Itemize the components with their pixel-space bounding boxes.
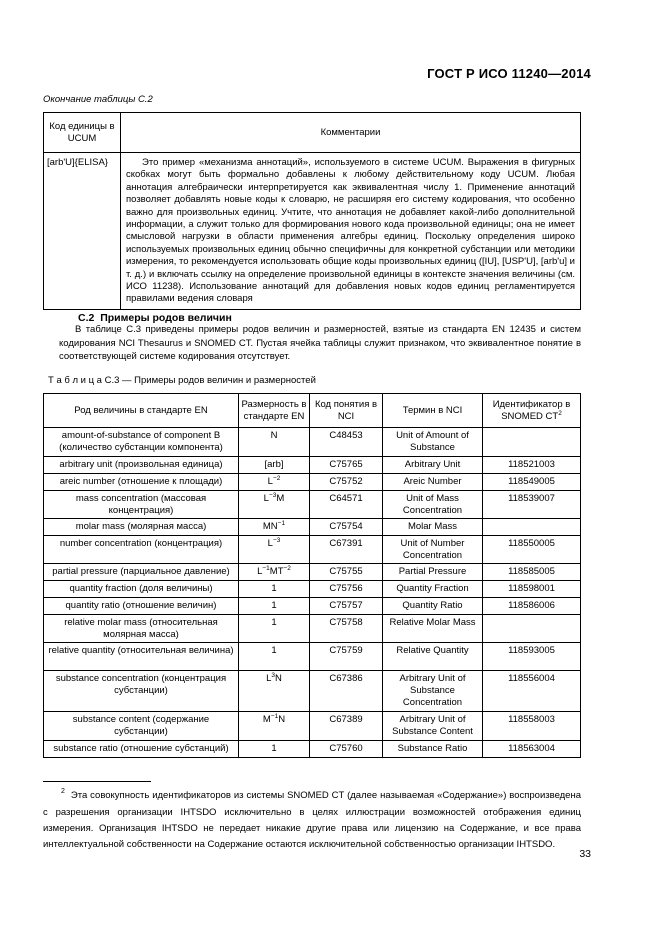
dimension-cell (239, 474, 310, 491)
dimension-base: 1 (271, 583, 277, 594)
section-paragraph-text: В таблице С.3 приведены примеры родов величин и размерностей, взятые из стандарта EN 12435 и систем кодирования NCI Thesaurus и SNOMED CT. Пустая ячейка таблицы служит признаком, что эквивалентное понятие в соответствующей системе кодирования отсутствует. (59, 324, 581, 363)
dimension-base: M (262, 714, 271, 725)
kind-cell: substance content (содержание субстанции) (44, 712, 239, 741)
table-c2 (43, 112, 581, 310)
table-c2-header-code: Код единицы в UCUM (44, 113, 121, 153)
table-row (44, 457, 581, 474)
dimension-base: L (263, 493, 269, 504)
snomed-id-cell: 118598001 (483, 581, 581, 598)
nci-code-cell: C67386 (310, 671, 383, 712)
dimension-exponent: −3 (272, 536, 281, 544)
dimension-base: N (270, 430, 278, 441)
table-c2-header-comments: Комментарии (121, 113, 581, 153)
table-row (44, 153, 581, 310)
page-number: 33 (579, 848, 591, 860)
kind-cell: mass concentration (массовая концентрация) (44, 491, 239, 519)
nci-term-cell: Areic Number (383, 474, 483, 491)
dimension-cell (239, 643, 310, 671)
section-paragraph (59, 323, 581, 364)
dimension-tail: M (276, 493, 285, 504)
nci-code-cell: C75765 (310, 457, 383, 474)
dimension-exponent: −1 (270, 712, 279, 720)
nci-code-cell: C75752 (310, 474, 383, 491)
section-title: Примеры родов величин (100, 312, 232, 324)
document-header: ГОСТ Р ИСО 11240—2014 (427, 66, 591, 81)
nci-term-cell: Arbitrary Unit of Substance Concentration (383, 671, 483, 712)
kind-cell: areic number (отношение к площади) (44, 474, 239, 491)
nci-term-cell: Relative Molar Mass (383, 615, 483, 643)
table-row (44, 491, 581, 519)
nci-code-cell: C75758 (310, 615, 383, 643)
footnote-ref: 2 (558, 409, 562, 417)
snomed-id-cell: 118539007 (483, 491, 581, 519)
dimension-cell (239, 712, 310, 741)
table-row (44, 615, 581, 643)
table-row (44, 428, 581, 457)
kind-cell: quantity fraction (доля величины) (44, 581, 239, 598)
dimension-base: MN (262, 521, 278, 532)
snomed-id-cell: 118549005 (483, 474, 581, 491)
kind-cell: arbitrary unit (произвольная единица) (44, 457, 239, 474)
kind-cell: number concentration (концентрация) (44, 536, 239, 564)
dimension-exponent: −1 (277, 519, 286, 527)
dimension-base: 1 (271, 743, 277, 754)
footnote-mark: 2 (61, 788, 65, 795)
dimension-tail: N (275, 673, 282, 684)
dimension-base: L (267, 476, 273, 487)
snomed-id-cell: 118556004 (483, 671, 581, 712)
table-c3-header-snomed (483, 394, 581, 428)
snomed-id-cell: 118563004 (483, 741, 581, 758)
nci-code-cell: C75757 (310, 598, 383, 615)
table-c3-header-kind: Род величины в стандарте EN (44, 394, 239, 428)
dimension-cell (239, 519, 310, 536)
table-c2-caption: Окончание таблицы С.2 (43, 94, 153, 105)
snomed-id-cell (483, 519, 581, 536)
snomed-id-cell: 118586006 (483, 598, 581, 615)
nci-term-cell: Substance Ratio (383, 741, 483, 758)
snomed-id-cell: 118550005 (483, 536, 581, 564)
nci-term-cell: Quantity Fraction (383, 581, 483, 598)
dimension-exponent: −2 (283, 564, 291, 572)
section-number: С.2 (78, 312, 95, 324)
nci-code-cell: C64571 (310, 491, 383, 519)
table-row (44, 598, 581, 615)
kind-cell: substance concentration (концентрация субстанции) (44, 671, 239, 712)
nci-code-cell: C75756 (310, 581, 383, 598)
dimension-base: 1 (271, 600, 277, 611)
dimension-cell (239, 615, 310, 643)
dimension-exponent: −3 (268, 491, 277, 499)
dimension-base: 1 (271, 617, 277, 628)
dimension-base: L (257, 566, 263, 577)
nci-term-cell: Arbitrary Unit of Substance Content (383, 712, 483, 741)
nci-term-cell: Unit of Amount of Substance (383, 428, 483, 457)
dimension-tail: N (278, 714, 286, 725)
table-c3 (43, 393, 581, 758)
table-row (44, 581, 581, 598)
nci-term-cell: Unit of Number Concentration (383, 536, 483, 564)
table-row (44, 712, 581, 741)
footnote-divider (43, 781, 151, 782)
nci-term-cell: Partial Pressure (383, 564, 483, 581)
dimension-base: L (266, 673, 272, 684)
snomed-id-cell: 118585005 (483, 564, 581, 581)
table-c3-header-snomed-label: Идентификатор в SNOMED CT (492, 398, 571, 422)
nci-code-cell: C75754 (310, 519, 383, 536)
dimension-cell (239, 428, 310, 457)
nci-code-cell: C75760 (310, 741, 383, 758)
table-c3-header-dimension: Размерность в стандарте EN (239, 394, 310, 428)
table-c3-header-nci-code: Код понятия в NCI (310, 394, 383, 428)
dimension-cell (239, 457, 310, 474)
dimension-base: 1 (271, 645, 277, 656)
kind-cell: relative molar mass (относительная молярная масса) (44, 615, 239, 643)
nci-term-cell: Arbitrary Unit (383, 457, 483, 474)
table-row (44, 474, 581, 491)
table-row (44, 564, 581, 581)
table-row (44, 671, 581, 712)
kind-cell: quantity ratio (отношение величин) (44, 598, 239, 615)
nci-code-cell: C48453 (310, 428, 383, 457)
table-c2-comment-cell (121, 153, 581, 310)
nci-term-cell: Relative Quantity (383, 643, 483, 671)
kind-cell: relative quantity (относительная величина) (44, 643, 239, 671)
nci-code-cell: C67391 (310, 536, 383, 564)
dimension-exponent: −2 (272, 474, 281, 482)
dimension-base: L (267, 538, 273, 549)
snomed-id-cell (483, 615, 581, 643)
kind-cell: amount-of-substance of component B (количество субстанции компонента) (44, 428, 239, 457)
kind-cell: partial pressure (парциальное давление) (44, 564, 239, 581)
table-c3-caption (48, 375, 316, 386)
dimension-exponent: 3 (271, 671, 276, 679)
table-row (44, 519, 581, 536)
kind-cell: substance ratio (отношение субстанций) (44, 741, 239, 758)
table-row (44, 536, 581, 564)
footnote (43, 788, 581, 853)
dimension-tail: MT (269, 566, 284, 577)
dimension-cell (239, 536, 310, 564)
table-c2-comment-text: Это пример «механизма аннотаций», используемого в системе UCUM. Выражения в фигурных скобках могут быть формально добавлены к любому действительному коду UCUM. Любая аннотация алгебраически интерпретируется как эквивалентная числу 1. Применение аннотаций позволяет добавлять новые коды к словарю, не расширяя его систему кодирования, что особенно важно для произвольных единиц. Учтите, что аннотация не добавляет какой-либо дополнительной информации, а служит только для формирования нового кода произвольной единицы; она не имеет смысловой нагрузки в области применения алгебры единиц. Поскольку определения широко используемых произвольных единиц обычно специфичны для конкретной субстанции или методики измерения, то рекомендуется использовать общие коды произвольных единиц ([IU], [USP'U], [arb'u] и т. д.) и включать ссылку на определение произвольной единицы в контексте значения величины (см. ИСО 11238). Использование аннотаций для добавления новых кодов единиц регламентируется правилами ведения словаря (126, 157, 575, 305)
dimension-base: [arb] (264, 459, 284, 470)
kind-cell: molar mass (молярная масса) (44, 519, 239, 536)
dimension-cell (239, 598, 310, 615)
nci-code-cell: C75759 (310, 643, 383, 671)
table-c3-caption-prefix: Т а б л и ц а (48, 375, 102, 386)
dimension-cell (239, 491, 310, 519)
snomed-id-cell: 118558003 (483, 712, 581, 741)
table-c2-code-cell: [arb'U]{ELISA} (44, 153, 121, 310)
dimension-cell (239, 741, 310, 758)
snomed-id-cell: 118593005 (483, 643, 581, 671)
nci-term-cell: Molar Mass (383, 519, 483, 536)
table-row (44, 643, 581, 671)
nci-term-cell: Unit of Mass Concentration (383, 491, 483, 519)
nci-code-cell: C75755 (310, 564, 383, 581)
snomed-id-cell: 118521003 (483, 457, 581, 474)
nci-code-cell: C67389 (310, 712, 383, 741)
table-c3-header-nci-term: Термин в NCI (383, 394, 483, 428)
dimension-cell (239, 581, 310, 598)
table-c3-caption-text: С.3 — Примеры родов величин и размерностей (104, 375, 316, 386)
footnote-text: Эта совокупность идентификаторов из системы SNOMED CT (далее называемая «Содержание») воспроизведена с разрешения организации IHTSDO исключительно в целях иллюстрации возможностей отображения единиц измерения. Организация IHTSDO не передает никакие другие права или лицензию на Содержание, и все права интеллектуальной собственности на Содержание остаются исключительной собственностью организации IHTSDO. (43, 790, 581, 850)
snomed-id-cell (483, 428, 581, 457)
dimension-exponent: −1 (262, 564, 270, 572)
table-row (44, 741, 581, 758)
dimension-cell (239, 564, 310, 581)
nci-term-cell: Quantity Ratio (383, 598, 483, 615)
dimension-cell (239, 671, 310, 712)
